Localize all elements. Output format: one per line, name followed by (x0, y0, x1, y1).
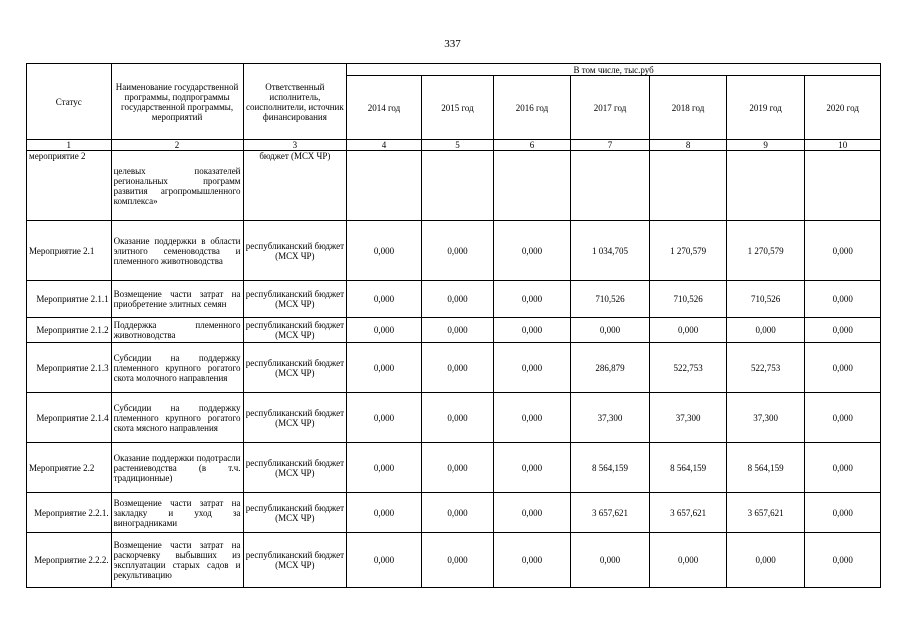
page-number: 337 (444, 38, 461, 50)
column-index: 1 (27, 140, 112, 151)
value-cell: 3 657,621 (570, 493, 650, 533)
value-cell: 1 034,705 (570, 221, 650, 281)
table-row (27, 393, 881, 443)
header-year: 2019 год (726, 76, 805, 140)
header-year: 2018 год (650, 76, 727, 140)
column-index: 2 (111, 140, 243, 151)
value-cell: 0,000 (805, 493, 881, 533)
header-year: 2020 год (805, 76, 881, 140)
source-cell: республиканский бюджет (МСХ ЧР) (243, 533, 347, 588)
header-status: Статус (27, 64, 112, 140)
table-row (27, 318, 881, 343)
status-cell: Мероприятие 2.1.1 (27, 281, 112, 318)
table-row (27, 221, 881, 281)
column-index: 10 (805, 140, 881, 151)
table-row (27, 443, 881, 493)
status-cell: мероприятие 2 (27, 151, 112, 221)
value-cell: 0,000 (494, 281, 571, 318)
value-cell: 37,300 (570, 393, 650, 443)
value-cell: 0,000 (421, 343, 494, 393)
value-cell: 0,000 (347, 343, 422, 393)
status-cell: Мероприятие 2.1.4 (27, 393, 112, 443)
column-index: 3 (243, 140, 347, 151)
name-cell: Возмещение части затрат на закладку и уход за виноградниками (111, 493, 243, 533)
header-year: 2015 год (421, 76, 494, 140)
header-group: В том числе, тыс.руб (347, 64, 881, 76)
value-cell: 1 270,579 (726, 221, 805, 281)
value-cell: 0,000 (805, 221, 881, 281)
value-cell: 0,000 (421, 393, 494, 443)
value-cell: 0,000 (805, 318, 881, 343)
table-row (27, 281, 881, 318)
table-row (27, 343, 881, 393)
source-cell: республиканский бюджет (МСХ ЧР) (243, 221, 347, 281)
value-cell (726, 151, 805, 221)
value-cell: 0,000 (805, 281, 881, 318)
column-index: 8 (650, 140, 727, 151)
value-cell (805, 151, 881, 221)
value-cell: 0,000 (805, 443, 881, 493)
value-cell: 0,000 (805, 533, 881, 588)
value-cell: 0,000 (347, 221, 422, 281)
name-cell: Возмещение части затрат на раскорчевку выбывших из эксплуатации старых садов и рекультивацию (111, 533, 243, 588)
source-cell: республиканский бюджет (МСХ ЧР) (243, 443, 347, 493)
value-cell: 3 657,621 (650, 493, 727, 533)
status-cell: Мероприятие 2.2.1. (27, 493, 112, 533)
table-row (27, 493, 881, 533)
name-cell: Оказание поддержки подотрасли растениеводства (в т.ч. традиционные) (111, 443, 243, 493)
column-index: 5 (421, 140, 494, 151)
value-cell: 0,000 (726, 533, 805, 588)
column-index: 4 (347, 140, 422, 151)
value-cell: 0,000 (494, 343, 571, 393)
value-cell: 0,000 (650, 533, 727, 588)
value-cell: 522,753 (650, 343, 727, 393)
value-cell: 0,000 (494, 493, 571, 533)
value-cell: 0,000 (421, 443, 494, 493)
column-index: 9 (726, 140, 805, 151)
value-cell: 0,000 (347, 533, 422, 588)
column-index: 7 (570, 140, 650, 151)
header-year: 2014 год (347, 76, 422, 140)
value-cell: 8 564,159 (726, 443, 805, 493)
value-cell (650, 151, 727, 221)
value-cell: 0,000 (494, 318, 571, 343)
status-cell: Мероприятие 2.2 (27, 443, 112, 493)
name-cell: Поддержка племенного животноводства (111, 318, 243, 343)
status-cell: Мероприятие 2.1.2 (27, 318, 112, 343)
value-cell: 710,526 (570, 281, 650, 318)
source-cell: республиканский бюджет (МСХ ЧР) (243, 493, 347, 533)
name-cell: Субсидии на поддержку племенного крупного рогатого скота мясного направления (111, 393, 243, 443)
value-cell: 0,000 (650, 318, 727, 343)
value-cell (421, 151, 494, 221)
header-year: 2016 год (494, 76, 571, 140)
value-cell (347, 151, 422, 221)
value-cell: 0,000 (805, 393, 881, 443)
table-row (27, 533, 881, 588)
value-cell: 0,000 (347, 393, 422, 443)
value-cell (494, 151, 571, 221)
value-cell: 0,000 (570, 318, 650, 343)
value-cell: 0,000 (347, 493, 422, 533)
value-cell: 3 657,621 (726, 493, 805, 533)
value-cell: 0,000 (347, 281, 422, 318)
status-cell: Мероприятие 2.1 (27, 221, 112, 281)
value-cell (570, 151, 650, 221)
value-cell: 0,000 (421, 318, 494, 343)
source-cell: республиканский бюджет (МСХ ЧР) (243, 343, 347, 393)
budget-table (26, 63, 881, 588)
source-cell: республиканский бюджет (МСХ ЧР) (243, 393, 347, 443)
value-cell: 0,000 (421, 493, 494, 533)
value-cell: 522,753 (726, 343, 805, 393)
name-cell: Оказание поддержки в области элитного семеноводства и племенного животноводства (111, 221, 243, 281)
value-cell: 0,000 (494, 533, 571, 588)
value-cell: 0,000 (494, 221, 571, 281)
value-cell: 710,526 (650, 281, 727, 318)
value-cell: 0,000 (726, 318, 805, 343)
name-cell: Субсидии на поддержку племенного крупного рогатого скота молочного направления (111, 343, 243, 393)
status-cell: Мероприятие 2.2.2. (27, 533, 112, 588)
header-year: 2017 год (570, 76, 650, 140)
header-responsible: Ответственный исполнитель, соисполнители, источник финансирования (243, 64, 347, 140)
source-cell: республиканский бюджет (МСХ ЧР) (243, 318, 347, 343)
value-cell: 710,526 (726, 281, 805, 318)
status-cell: Мероприятие 2.1.3 (27, 343, 112, 393)
value-cell: 37,300 (726, 393, 805, 443)
value-cell: 286,879 (570, 343, 650, 393)
value-cell: 0,000 (494, 443, 571, 493)
source-cell: республиканский бюджет (МСХ ЧР) (243, 281, 347, 318)
value-cell: 0,000 (494, 393, 571, 443)
name-cell: Возмещение части затрат на приобретение элитных семян (111, 281, 243, 318)
value-cell: 1 270,579 (650, 221, 727, 281)
value-cell: 0,000 (805, 343, 881, 393)
value-cell: 0,000 (570, 533, 650, 588)
value-cell: 8 564,159 (650, 443, 727, 493)
value-cell: 0,000 (421, 533, 494, 588)
value-cell: 0,000 (421, 281, 494, 318)
value-cell: 0,000 (347, 318, 422, 343)
source-cell: бюджет (МСХ ЧР) (243, 151, 347, 221)
value-cell: 37,300 (650, 393, 727, 443)
name-cell: целевых показателей региональных программ развития агропромышленного комплекса» (111, 151, 243, 221)
value-cell: 8 564,159 (570, 443, 650, 493)
header-name: Наименование государственной программы, подпрограммы государственной программы, мероприятий (111, 64, 243, 140)
value-cell: 0,000 (347, 443, 422, 493)
column-index: 6 (494, 140, 571, 151)
table-row (27, 151, 881, 221)
value-cell: 0,000 (421, 221, 494, 281)
